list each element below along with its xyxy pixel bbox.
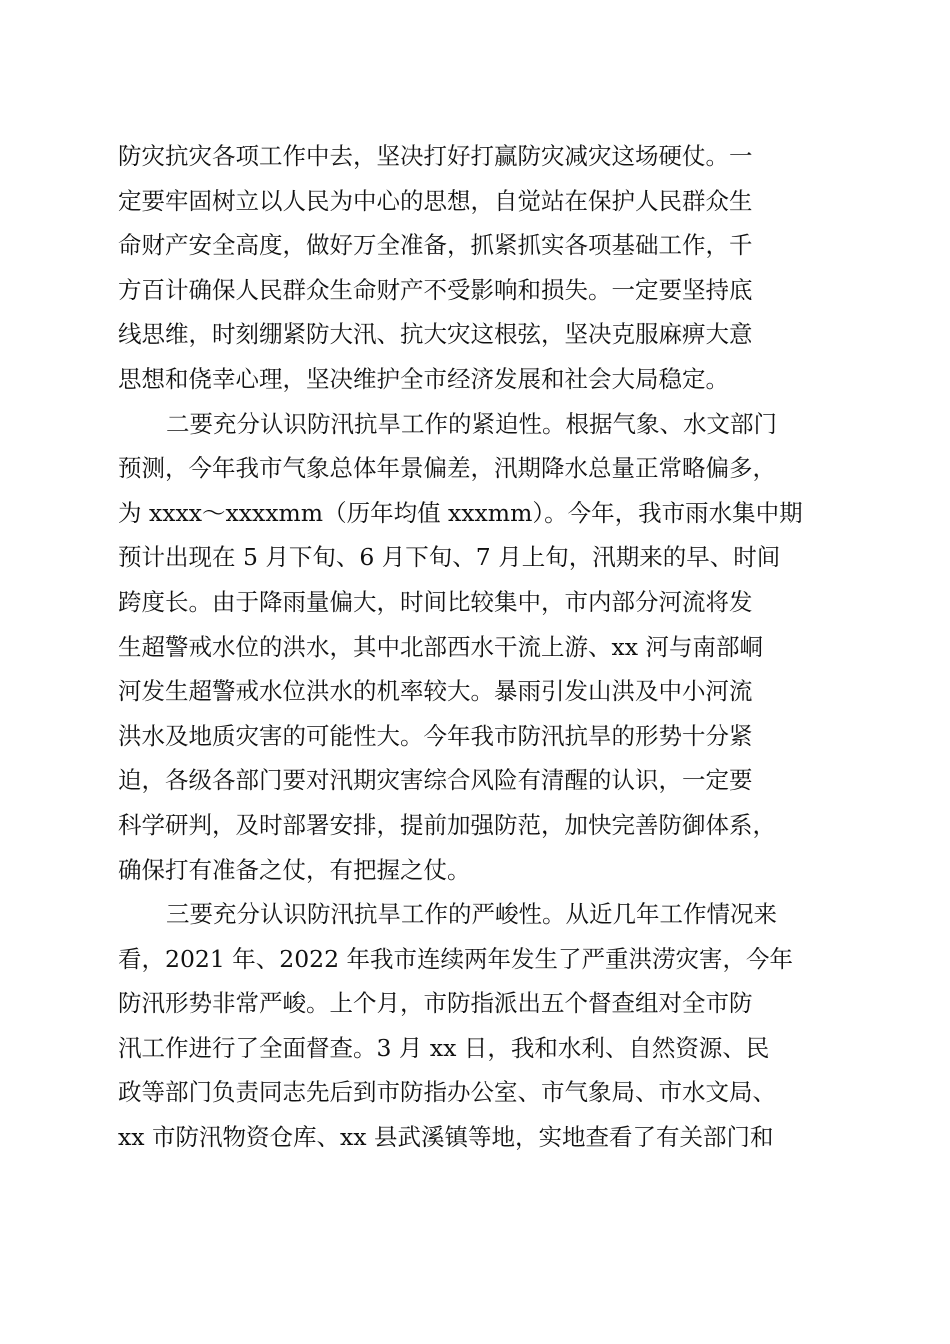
- text-line: 防灾抗灾各项工作中去，坚决打好打赢防灾减灾这场硬仗。一: [118, 142, 753, 170]
- text-line: 定要牢固树立以人民为中心的思想，自觉站在保护人民群众生: [118, 186, 753, 215]
- text-line: 科学研判，及时部署安排，提前加强防范，加快完善防御体系，: [118, 810, 776, 839]
- text-line: 线思维，时刻绷紧防大汛、抗大灾这根弦，坚决克服麻痹大意: [118, 320, 753, 349]
- text-line: 预测，今年我市气象总体年景偏差，汛期降水总量正常略偏多，: [118, 454, 776, 483]
- text-line: 方百计确保人民群众生命财产不受影响和损失。一定要坚持底: [118, 275, 753, 304]
- text-line: 防汛形势非常严峻。上个月，市防指派出五个督查组对全市防: [118, 989, 753, 1018]
- text-line: 看，2021 年、2022 年我市连续两年发生了严重洪涝灾害，今年: [118, 944, 794, 973]
- text-line: 命财产安全高度，做好万全准备，抓紧抓实各项基础工作，千: [118, 231, 753, 260]
- text-line: 为 xxxx～xxxxmm（历年均值 xxxmm）。今年，我市雨水集中期: [118, 498, 803, 527]
- text-line: 迫，各级各部门要对汛期灾害综合风险有清醒的认识，一定要: [118, 766, 753, 795]
- text-line: 生超警戒水位的洪水，其中北部西水干流上游、xx 河与南部峒: [118, 632, 763, 661]
- text-line: 政等部门负责同志先后到市防指办公室、市气象局、市水文局、: [118, 1078, 776, 1107]
- text-line: 跨度长。由于降雨量偏大，时间比较集中，市内部分河流将发: [118, 587, 753, 616]
- body-text: [118, 134, 838, 1160]
- text-line: 汛工作进行了全面督查。3 月 xx 日，我和水利、自然资源、民: [118, 1033, 770, 1062]
- text-line: 预计出现在 5 月下旬、6 月下旬、7 月上旬，汛期来的早、时间: [118, 543, 781, 572]
- text-line: 思想和侥幸心理，坚决维护全市经济发展和社会大局稳定。: [118, 364, 729, 393]
- text-line: 确保打有准备之仗，有把握之仗。: [118, 855, 471, 884]
- text-line: 河发生超警戒水位洪水的机率较大。暴雨引发山洪及中小河流: [118, 677, 753, 706]
- text-line: xx 市防汛物资仓库、xx 县武溪镇等地，实地查看了有关部门和: [118, 1123, 774, 1152]
- text-line: 洪水及地质灾害的可能性大。今年我市防汛抗旱的形势十分紧: [118, 721, 753, 750]
- text-line: 三要充分认识防汛抗旱工作的严峻性。从近几年工作情况来: [166, 900, 777, 929]
- text-line: 二要充分认识防汛抗旱工作的紧迫性。根据气象、水文部门: [166, 409, 777, 438]
